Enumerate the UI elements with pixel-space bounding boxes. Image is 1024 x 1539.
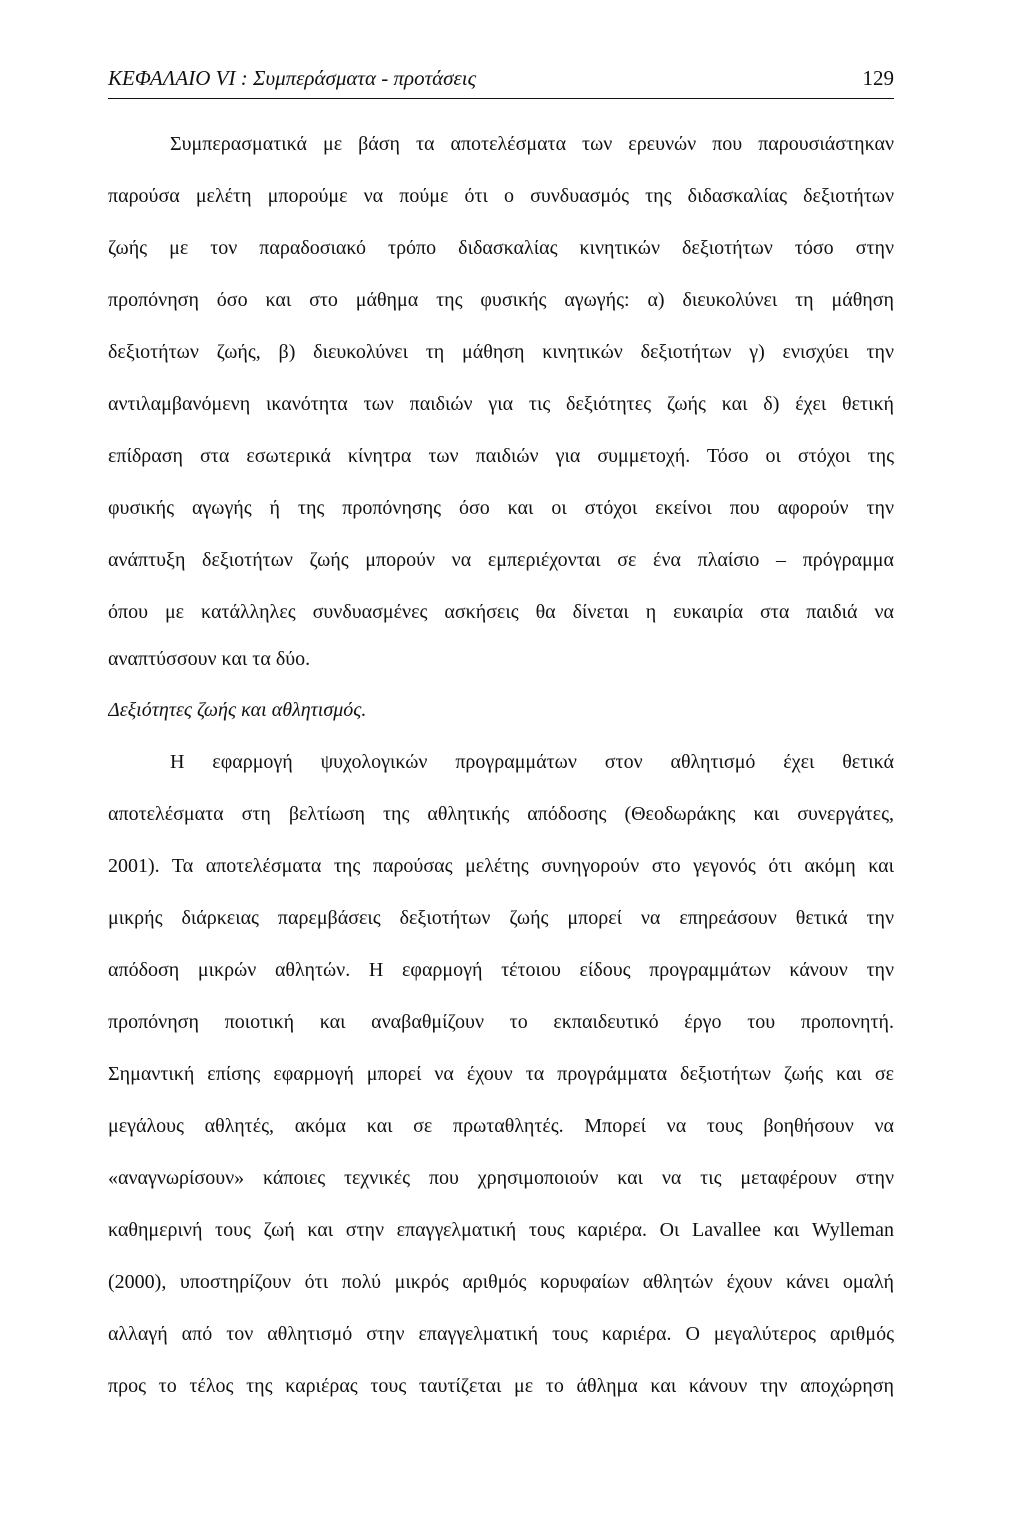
text-line: φυσικής αγωγής ή της προπόνησης όσο και οι στόχοι εκείνοι που αφορούν την — [108, 497, 894, 519]
text-line: Η εφαρμογή ψυχολογικών προγραμμάτων στον αθλητισμό έχει θετικά — [170, 751, 894, 773]
running-header — [108, 64, 894, 94]
text-line: δεξιοτήτων ζωής, β) διευκολύνει τη μάθηση κινητικών δεξιοτήτων γ) ενισχύει την — [108, 341, 894, 363]
text-line: παρούσα μελέτη μπορούμε να πούμε ότι ο συνδυασμός της διδασκαλίας δεξιοτήτων — [108, 185, 894, 207]
text-line: ζωής με τον παραδοσιακό τρόπο διδασκαλίας κινητικών δεξιοτήτων τόσο στην — [108, 237, 894, 259]
text-line: προπόνηση όσο και στο μάθημα της φυσικής αγωγής: α) διευκολύνει τη μάθηση — [108, 289, 894, 311]
text-line: αναπτύσσουν και τα δύο. — [108, 648, 311, 670]
text-line: απόδοση μικρών αθλητών. Η εφαρμογή τέτοιου είδους προγραμμάτων κάνουν την — [108, 959, 894, 981]
text-line: αλλαγή από τον αθλητισμό στην επαγγελματική τους καριέρα. Ο μεγαλύτερος αριθμός — [108, 1323, 894, 1345]
text-line: καθημερινή τους ζωή και στην επαγγελματική τους καριέρα. Οι Lavallee και Wylleman — [108, 1219, 894, 1241]
text-line: μεγάλους αθλητές, ακόμα και σε πρωταθλητές. Μπορεί να τους βοηθήσουν να — [108, 1115, 894, 1137]
header-rule — [108, 98, 894, 99]
section-heading: Δεξιότητες ζωής και αθλητισμός. — [108, 699, 367, 721]
text-line: Σημαντική επίσης εφαρμογή μπορεί να έχουν τα προγράμματα δεξιοτήτων ζωής και σε — [108, 1063, 894, 1085]
text-line: 2001). Τα αποτελέσματα της παρούσας μελέτης συνηγορούν στο γεγονός ότι ακόμη και — [108, 855, 894, 877]
text-line: ανάπτυξη δεξιοτήτων ζωής μπορούν να εμπεριέχονται σε ένα πλαίσιο – πρόγραμμα — [108, 549, 894, 571]
chapter-title: ΚΕΦΑΛΑΙΟ VI : Συμπεράσματα - προτάσεις — [108, 66, 477, 90]
text-line: αντιλαμβανόμενη ικανότητα των παιδιών για τις δεξιότητες ζωής και δ) έχει θετική — [108, 393, 894, 415]
text-line: Συμπερασματικά με βάση τα αποτελέσματα των ερευνών που παρουσιάστηκαν — [170, 133, 894, 155]
text-line: αποτελέσματα στη βελτίωση της αθλητικής απόδοσης (Θεοδωράκης και συνεργάτες, — [108, 803, 894, 825]
text-line: προπόνηση ποιοτική και αναβαθμίζουν το εκπαιδευτικό έργο του προπονητή. — [108, 1011, 894, 1033]
text-line: προς το τέλος της καριέρας τους ταυτίζεται με το άθλημα και κάνουν την αποχώρηση — [108, 1375, 894, 1397]
text-line: (2000), υποστηρίζουν ότι πολύ μικρός αριθμός κορυφαίων αθλητών έχουν κάνει ομαλή — [108, 1271, 894, 1293]
page-number: 129 — [862, 66, 894, 90]
text-line: επίδραση στα εσωτερικά κίνητρα των παιδιών για συμμετοχή. Τόσο οι στόχοι της — [108, 445, 894, 467]
text-line: μικρής διάρκειας παρεμβάσεις δεξιοτήτων ζωής μπορεί να επηρεάσουν θετικά την — [108, 907, 894, 929]
text-line: «αναγνωρίσουν» κάποιες τεχνικές που χρησιμοποιούν και να τις μεταφέρουν στην — [108, 1167, 894, 1189]
text-line: όπου με κατάλληλες συνδυασμένες ασκήσεις θα δίνεται η ευκαιρία στα παιδιά να — [108, 601, 894, 623]
